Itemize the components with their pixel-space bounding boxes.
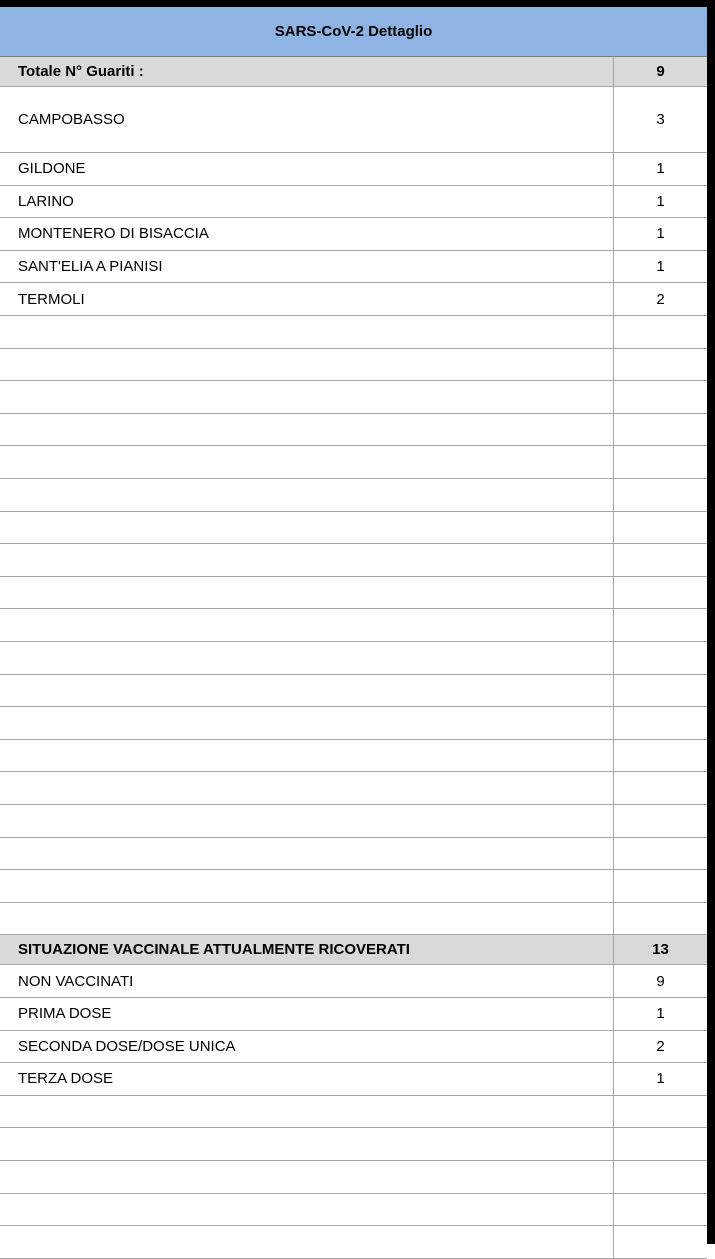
empty-row-value [613,1161,707,1193]
empty-row [0,675,707,708]
empty-row-value [613,577,707,609]
empty-row-value [613,675,707,707]
vaccinale-total-row-label: SITUAZIONE VACCINALE ATTUALMENTE RICOVERATI [18,941,410,959]
table-row-value: 1 [613,251,707,283]
empty-row-value [613,870,707,902]
empty-row [0,577,707,610]
table-row-label: TERMOLI [18,290,85,308]
table-row [0,1031,707,1064]
empty-row [0,707,707,740]
vaccinale-total-row [0,935,707,965]
empty-row-value [613,1226,707,1258]
empty-row [0,740,707,773]
table-row-label: PRIMA DOSE [18,1005,112,1023]
empty-row [0,1161,707,1194]
table-row [0,965,707,998]
empty-row [0,1194,707,1227]
empty-row-value [613,838,707,870]
empty-row-value [613,1194,707,1226]
table-row [0,186,707,219]
table-row-value: 1 [613,1063,707,1095]
empty-row [0,609,707,642]
empty-row [0,1096,707,1129]
empty-row-value [613,642,707,674]
table-row [0,251,707,284]
empty-row [0,512,707,545]
table-row [0,153,707,186]
empty-row [0,544,707,577]
empty-row [0,805,707,838]
table-row-value: 3 [613,87,707,152]
empty-row [0,479,707,512]
empty-row-value [613,349,707,381]
table-row-label: GILDONE [18,160,86,178]
sheet-title: SARS-CoV-2 Dettaglio [0,7,707,57]
table-row-label: NON VACCINATI [18,972,134,990]
table-row-value: 2 [613,1031,707,1063]
right-border [707,0,715,1244]
table-row [0,283,707,316]
empty-row [0,414,707,447]
empty-row [0,838,707,871]
empty-row [0,349,707,382]
vaccinale-total-row-value: 13 [613,935,707,964]
empty-row [0,1128,707,1161]
empty-row [0,1226,707,1259]
empty-row [0,903,707,936]
empty-row [0,316,707,349]
table-row [0,998,707,1031]
table-row-label: LARINO [18,192,74,210]
empty-row-value [613,707,707,739]
empty-row-value [613,609,707,641]
table-row-value: 1 [613,186,707,218]
table-row [0,1063,707,1096]
table-row-value: 1 [613,998,707,1030]
empty-row-value [613,316,707,348]
table-row-label: SANT'ELIA A PIANISI [18,258,163,276]
empty-row-value [613,740,707,772]
empty-row-value [613,381,707,413]
table-row [0,87,707,153]
empty-row [0,642,707,675]
empty-row-value [613,903,707,935]
empty-row-value [613,1096,707,1128]
empty-row [0,870,707,903]
guariti-total-row [0,57,707,87]
empty-row-value [613,772,707,804]
empty-row-value [613,414,707,446]
table-row-value: 1 [613,153,707,185]
guariti-total-row-label: Totale N° Guariti : [18,63,144,80]
empty-row-value [613,512,707,544]
guariti-total-row-value: 9 [613,57,707,86]
empty-row-value [613,1128,707,1160]
empty-row [0,446,707,479]
table-row-label: SECONDA DOSE/DOSE UNICA [18,1037,236,1055]
table-row-label: TERZA DOSE [18,1070,114,1088]
top-border [0,0,715,7]
table-row-label: MONTENERO DI BISACCIA [18,225,209,243]
table-row-value: 9 [613,965,707,997]
empty-row-value [613,479,707,511]
empty-row [0,381,707,414]
table-row-value: 2 [613,283,707,315]
empty-row-value [613,805,707,837]
empty-row [0,772,707,805]
table-row-label: CAMPOBASSO [18,111,125,128]
empty-row-value [613,446,707,478]
table-row-value: 1 [613,218,707,250]
empty-row-value [613,544,707,576]
table-row [0,218,707,251]
